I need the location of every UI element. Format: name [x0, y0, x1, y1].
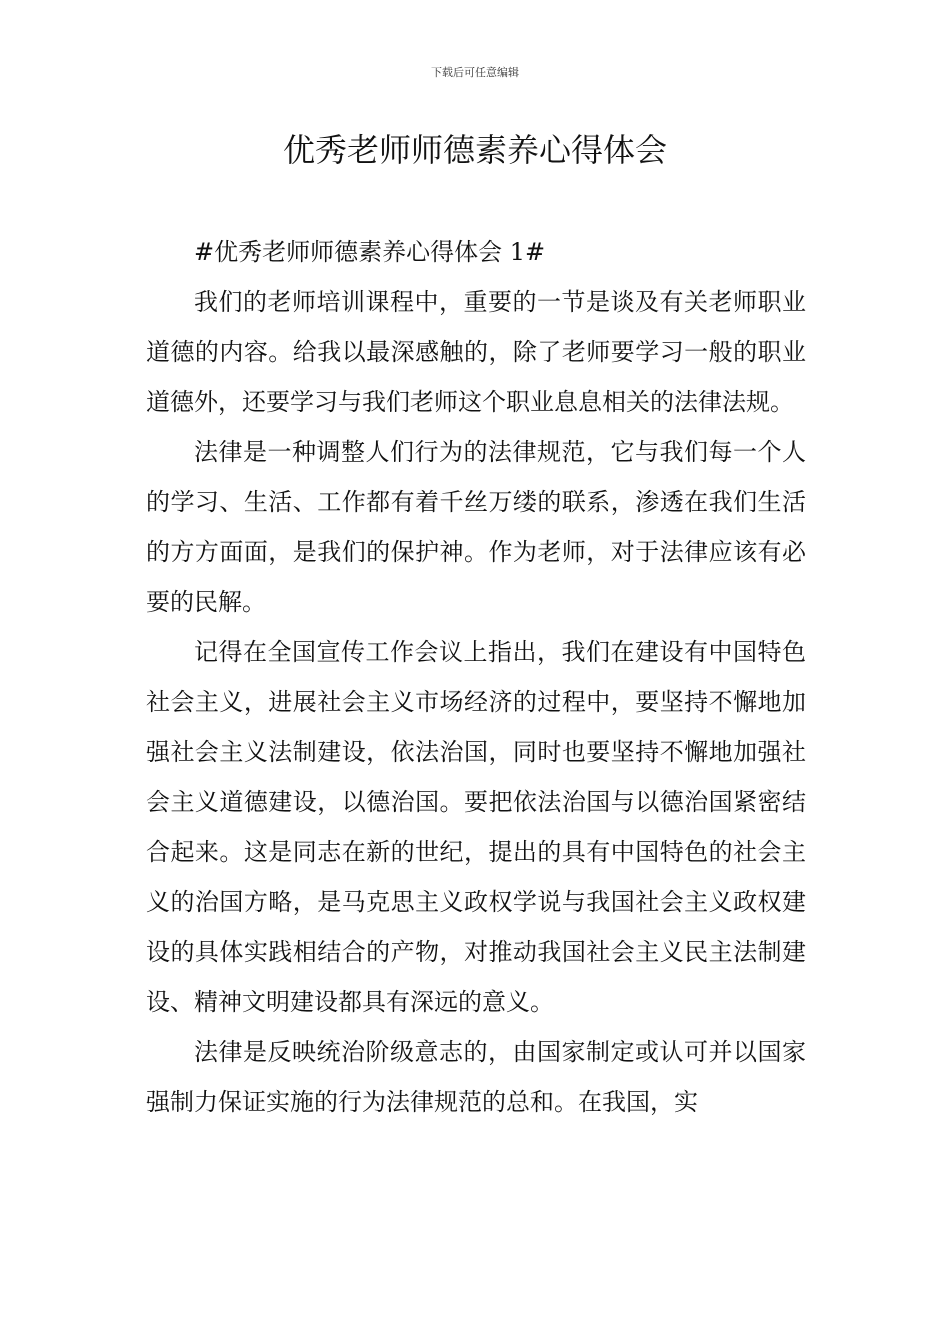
paragraph-3: 记得在全国宣传工作会议上指出，我们在建设有中国特色社会主义，进展社会主义市场经济的过程中，要坚持不懈地加强社会主义法制建设，依法治国，同时也要坚持不懈地加强社会主义道德建设，以德治国。要把依法治国与以德治国紧密结合起来。这是同志在新的世纪，提出的具有中国特色的社会主义的治国方略，是马克思主义政权学说与我国社会主义政权建设的具体实践相结合的产物，对推动我国社会主义民主法制建设、精神文明建设都具有深远的意义。	[146, 638, 806, 1016]
paragraph-2: 法律是一种调整人们行为的法律规范，它与我们每一个人的学习、生活、工作都有着千丝万缕的联系，渗透在我们生活的方方面面，是我们的保护神。作为老师，对于法律应该有必要的民解。	[146, 438, 806, 616]
document-title: 优秀老师师德素养心得体会	[282, 131, 667, 169]
document-body	[146, 227, 806, 1127]
paragraph-1: 我们的老师培训课程中，重要的一节是谈及有关老师职业道德的内容。给我以最深感触的，除了老师要学习一般的职业道德外，还要学习与我们老师这个职业息息相关的法律法规。	[146, 288, 806, 416]
paragraph-4: 法律是反映统治阶级意志的，由国家制定或认可并以国家强制力保证实施的行为法律规范的总和。在我国，实	[146, 1038, 806, 1116]
header-note: 下载后可任意编辑	[431, 66, 519, 79]
section-heading: #优秀老师师德素养心得体会 1#	[194, 238, 546, 266]
